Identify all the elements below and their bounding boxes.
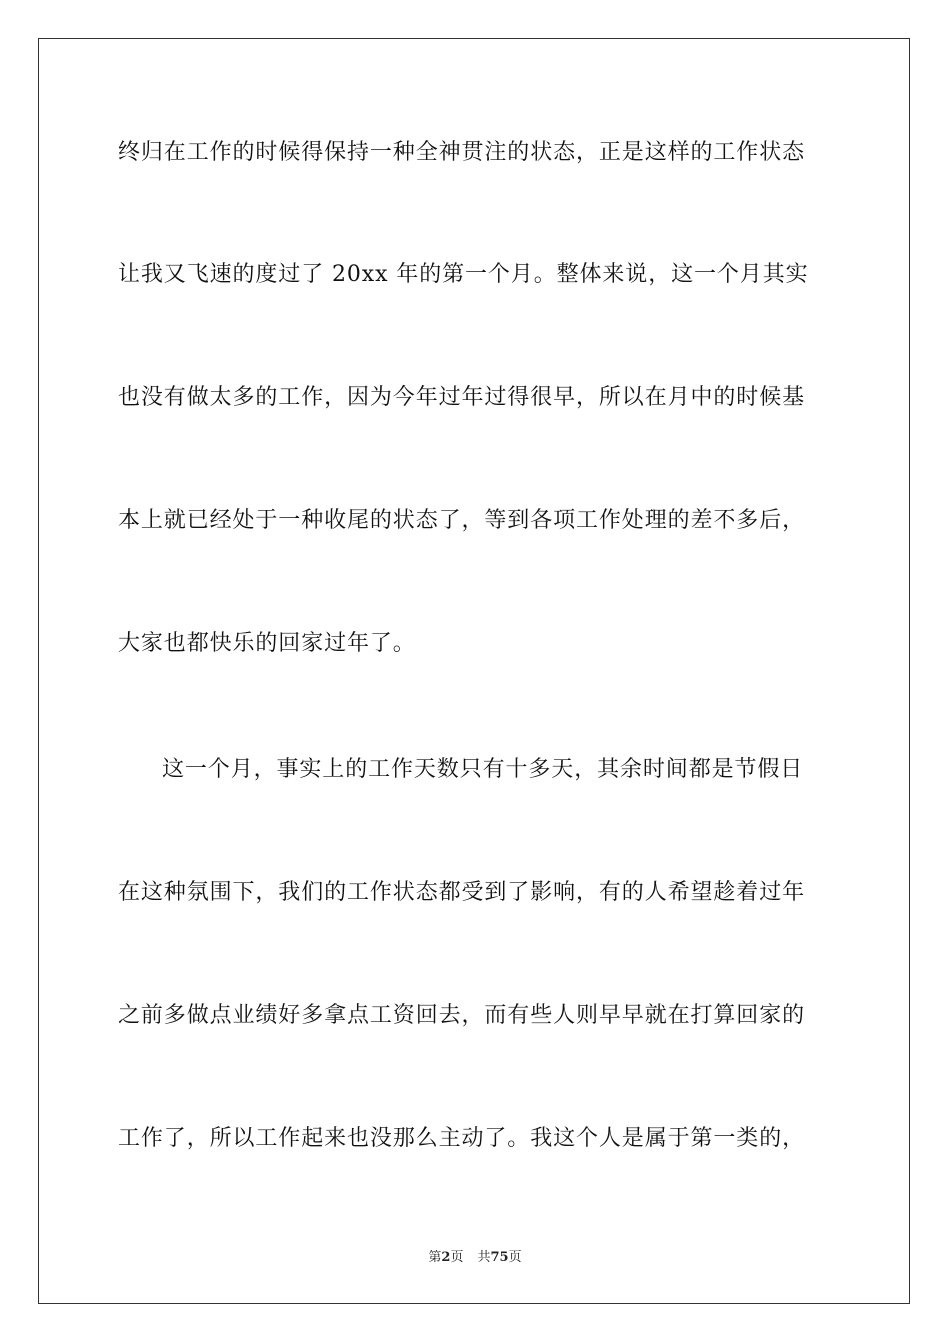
text-line: 大家也都快乐的回家过年了。 xyxy=(118,631,416,656)
total-pages-label: 共75页 xyxy=(477,1250,522,1265)
current-page-number: 2 xyxy=(441,1250,451,1265)
text-line: 在这种氛围下，我们的工作状态都受到了影响，有的人希望趁着过年 xyxy=(118,880,806,905)
page-number-label: 第2页 xyxy=(428,1250,464,1265)
page-border xyxy=(38,38,910,1304)
page-footer xyxy=(0,1249,950,1267)
text-line: 之前多做点业绩好多拿点工资回去，而有些人则早早就在打算回家的 xyxy=(118,1003,806,1028)
text-line: 让我又飞速的度过了 20xx 年的第一个月。整体来说，这一个月其实 xyxy=(118,262,809,287)
text-line: 工作了，所以工作起来也没那么主动了。我这个人是属于第一类的， xyxy=(118,1126,806,1151)
paragraph-first-line: 这一个月，事实上的工作天数只有十多天，其余时间都是节假日 xyxy=(162,757,804,782)
text-line: 终归在工作的时候得保持一种全神贯注的状态，正是这样的工作状态 xyxy=(118,140,806,165)
text-line: 本上就已经处于一种收尾的状态了，等到各项工作处理的差不多后， xyxy=(118,508,806,533)
text-line: 也没有做太多的工作，因为今年过年过得很早，所以在月中的时候基 xyxy=(118,385,806,410)
total-pages-number: 75 xyxy=(490,1250,509,1265)
